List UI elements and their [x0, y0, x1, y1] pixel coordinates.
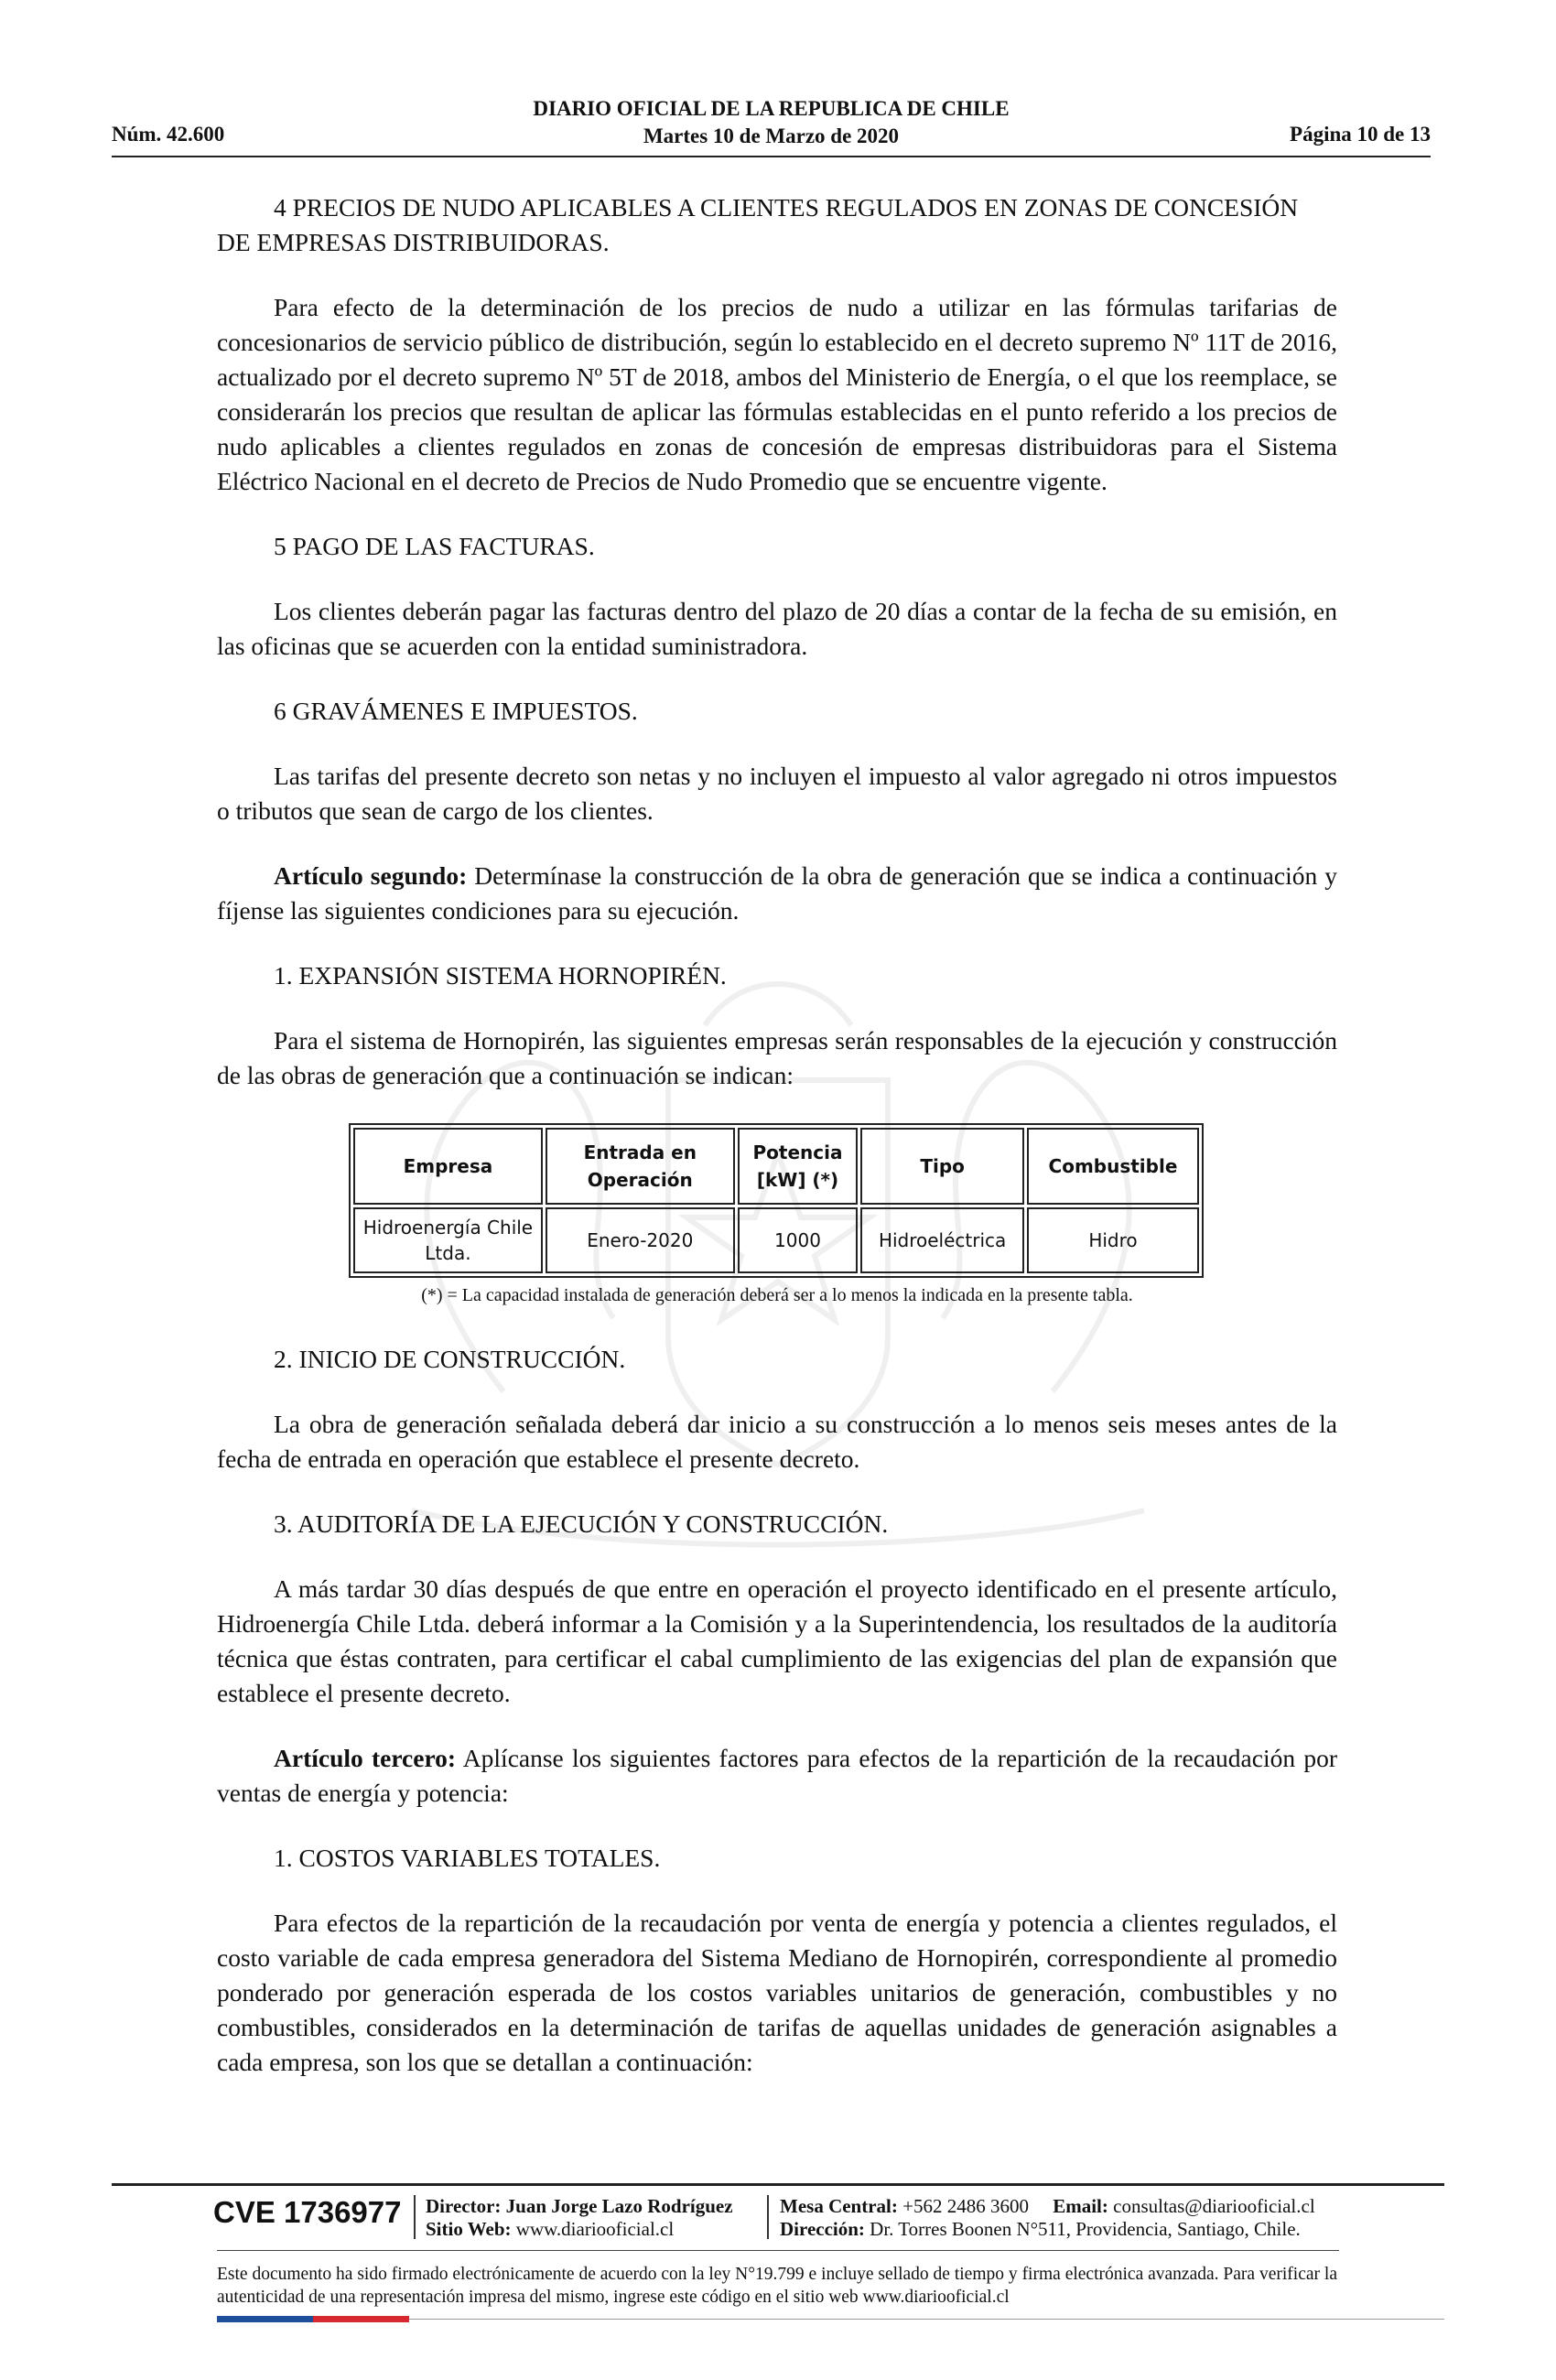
footer-separator: [217, 2250, 1339, 2251]
article-2-item-2-text: La obra de generación señalada deberá dar inicio a su construcción a lo menos seis meses antes de la fecha de entrada en operación que establece el presente decreto.: [217, 1410, 1337, 1473]
issue-date: Martes 10 de Marzo de 2020: [643, 124, 900, 147]
cell-combustible: Hidro: [1027, 1207, 1199, 1273]
table-header-row: [353, 1128, 1199, 1205]
phone-number: +562 2486 3600: [902, 2195, 1029, 2217]
document-body: [217, 190, 1337, 2110]
col-header-potencia: Potencia [kW] (*): [738, 1128, 859, 1205]
table-footnote: (*) = La capacidad instalada de generación deberá ser a lo menos la indicada en la presente tabla.: [421, 1285, 1133, 1305]
director-label: Director:: [426, 2195, 502, 2217]
article-2-text: Determínase la construcción de la obra de generación que se indica a continuación y fíjense las siguientes condiciones para su ejecución.: [217, 861, 1337, 925]
section-6-heading: 6 GRAVÁMENES E IMPUESTOS.: [274, 697, 638, 725]
col-header-tipo: Tipo: [860, 1128, 1024, 1205]
cell-potencia: 1000: [738, 1207, 859, 1273]
col-header-entrada: Entrada en Operación: [546, 1128, 735, 1205]
cell-entrada: Enero-2020: [546, 1207, 735, 1273]
article-2-item-3-text: A más tardar 30 días después de que entre en operación el proyecto identificado en el presente artículo, Hidroenergía Chile Ltda. deberá informar a la Comisión y a la Superintendencia, los resultados de la auditoría técnica que éstas contraten, para certificar el cabal cumplimiento de las exigencias del plan de expansión que establece el presente decreto.: [217, 1574, 1337, 1707]
table-row: [353, 1207, 1199, 1273]
article-3-item-1-text: Para efectos de la repartición de la recaudación por venta de energía y potencia a clientes regulados, el costo variable de cada empresa generadora del Sistema Mediano de Hornopirén, correspondiente al promedio ponderado por generación esperada de los costos variables unitarios de generación, combustibles y no combustibles, considerados en la determinación de tarifas de aquellas unidades de generación asignables a cada empresa, son los que se detallan a continuación:: [217, 1909, 1337, 2076]
generation-table-wrapper: [349, 1123, 1204, 1278]
email-link[interactable]: consultas@diariooficial.cl: [1113, 2195, 1315, 2217]
email-label: Email:: [1053, 2195, 1108, 2217]
flag-red-segment: [313, 2316, 409, 2322]
newspaper-title: DIARIO OFICIAL DE LA REPUBLICA DE CHILE: [533, 97, 1010, 120]
footer-contact-block: [780, 2195, 1315, 2241]
page-header: [112, 92, 1431, 157]
phone-label: Mesa Central:: [780, 2195, 898, 2217]
section-5-text: Los clientes deberán pagar las facturas dentro del plazo de 20 días a contar de la fecha de su emisión, en las oficinas que se acuerden con la entidad suministradora.: [217, 597, 1337, 660]
article-2-item-3-heading: 3. AUDITORÍA DE LA EJECUCIÓN Y CONSTRUCCIÓN.: [274, 1509, 889, 1538]
article-2-item-2-heading: 2. INICIO DE CONSTRUCCIÓN.: [274, 1345, 626, 1373]
director-name: Juan Jorge Lazo Rodríguez: [505, 2195, 733, 2217]
footer-divider: [414, 2195, 416, 2239]
col-header-combustible: Combustible: [1027, 1128, 1199, 1205]
footer-rule: [112, 2183, 1444, 2186]
section-6-text: Las tarifas del presente decreto son netas y no incluyen el impuesto al valor agregado ni otros impuestos o tributos que sean de cargo de los clientes.: [217, 762, 1337, 825]
site-label: Sitio Web:: [426, 2218, 512, 2240]
cell-tipo: Hidroeléctrica: [860, 1207, 1024, 1273]
issue-number: Núm. 42.600: [112, 123, 225, 146]
header-center: [112, 95, 1431, 150]
section-5-heading: 5 PAGO DE LAS FACTURAS.: [274, 532, 595, 560]
section-4-heading: 4 PRECIOS DE NUDO APLICABLES A CLIENTES REGULADOS EN ZONAS DE CONCESIÓN DE EMPRESAS DISTRIBUIDORAS.: [217, 193, 1299, 256]
section-4-text: Para efecto de la determinación de los precios de nudo a utilizar en las fórmulas tarifarias de concesionarios de servicio público de distribución, según lo establecido en el decreto supremo Nº 11T de 2016, actualizado por el decreto supremo Nº 5T de 2018, ambos del Ministerio de Energía, o el que los reemplace, se considerarán los precios que resultan de aplicar las fórmulas establecidas en el punto referido a los precios de nudo aplicables a clientes regulados en zonas de concesión de empresas distribuidoras para el Sistema Eléctrico Nacional en el decreto de Precios de Nudo Promedio que se encuentre vigente.: [217, 293, 1337, 495]
article-3-paragraph: [217, 1741, 1337, 1811]
generation-works-table: [349, 1123, 1204, 1278]
page-number: Página 10 de 13: [1290, 123, 1431, 146]
cell-empresa: Hidroenergía Chile Ltda.: [353, 1207, 543, 1273]
article-2-item-1-text: Para el sistema de Hornopirén, las siguientes empresas serán responsables de la ejecución y construcción de las obras de generación que a continuación se indican:: [217, 1026, 1337, 1089]
article-3-label: Artículo tercero:: [274, 1744, 457, 1772]
article-3-item-1-heading: 1. COSTOS VARIABLES TOTALES.: [274, 1844, 661, 1872]
site-link[interactable]: www.diariooficial.cl: [515, 2218, 675, 2240]
address-label: Dirección:: [780, 2218, 865, 2240]
legal-notice: Este documento ha sido firmado electrónicamente de acuerdo con la ley N°19.799 e incluye sellado de tiempo y firma electrónica avanzada. Para verificar la autenticidad de una representación impresa del mismo, ingrese este código en el sitio web www.diariooficial.cl: [217, 2265, 1337, 2307]
cve-code: CVE 1736977: [213, 2195, 402, 2229]
article-2-item-1-heading: 1. EXPANSIÓN SISTEMA HORNOPIRÉN.: [274, 961, 727, 990]
footer-director-block: [426, 2195, 733, 2241]
article-2-label: Artículo segundo:: [274, 861, 468, 890]
col-header-empresa: Empresa: [353, 1128, 543, 1205]
chile-flag-stripe: [217, 2316, 409, 2322]
footer-divider: [767, 2195, 769, 2239]
article-3-text: Aplícanse los siguientes factores para efectos de la repartición de la recaudación por ventas de energía y potencia:: [217, 1744, 1337, 1807]
flag-blue-segment: [217, 2316, 313, 2322]
address: Dr. Torres Boonen N°511, Providencia, Santiago, Chile.: [870, 2218, 1301, 2240]
article-2-paragraph: [217, 859, 1337, 928]
